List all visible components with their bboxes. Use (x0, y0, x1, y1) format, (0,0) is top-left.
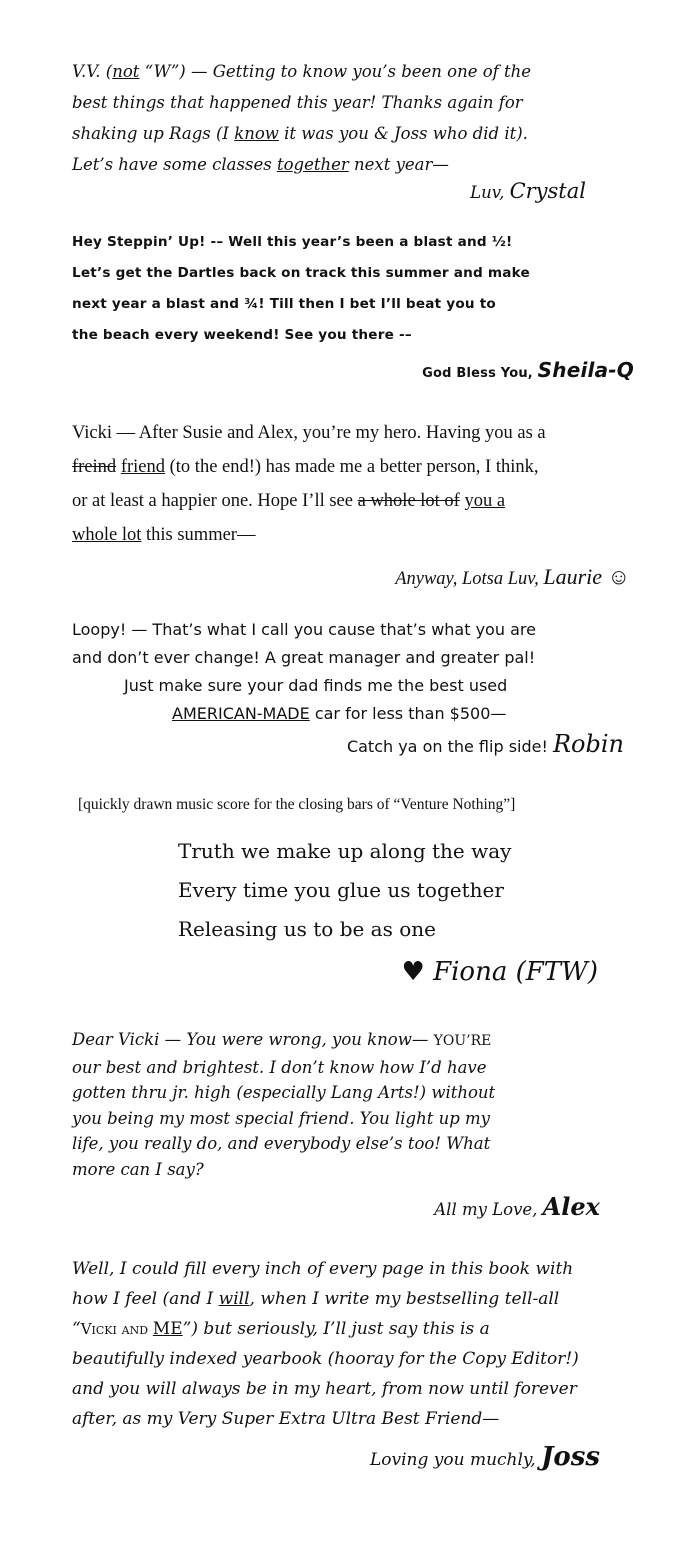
note-line: Hey Steppin’ Up! -– Well this year’s been a blast and ½! (72, 234, 513, 250)
signature-fiona: ♥ Fiona (FTW) (401, 957, 598, 987)
music-score-caption: [quickly drawn music score for the closing bars of “Venture Nothing”] (78, 796, 516, 813)
note-line: more can I say? (72, 1159, 204, 1179)
note-line: you being my most special friend. You light up my (72, 1108, 490, 1128)
note-line: the beach every weekend! See you there -– (72, 327, 412, 343)
note-line: whole lot this summer— (72, 525, 256, 545)
signature-alex: All my Love, Alex (434, 1192, 600, 1221)
note-line: AMERICAN-MADE car for less than $500— (172, 704, 507, 723)
signature-sheila: God Bless You, Sheila-Q (422, 358, 634, 382)
note-line: how I feel (and I will, when I write my bestselling tell-all (72, 1289, 560, 1309)
note-line: or at least a happier one. Hope I’ll see a whole lot of you a (72, 491, 506, 511)
note-alex (72, 1027, 644, 1223)
signature-laurie: Anyway, Lotsa Luv, Laurie ☺ (395, 564, 630, 589)
note-line: gotten thru jr. high (especially Lang Arts!) without (72, 1083, 496, 1102)
note-line: after, as my Very Super Extra Ultra Best Friend— (72, 1409, 500, 1429)
lyric-line: Releasing us to be as one (178, 917, 436, 941)
note-joss (72, 1254, 644, 1475)
note-line: and don’t ever change! A great manager and greater pal! (72, 648, 536, 667)
note-line: freind friend (to the end!) has made me a better person, I think, (72, 457, 539, 477)
lyric-line: Truth we make up along the way (178, 839, 512, 863)
note-laurie (72, 416, 644, 596)
note-line: beautifully indexed yearbook (hooray for the Copy Editor!) (72, 1349, 579, 1369)
note-line: V.V. (not “W”) — Getting to know you’s been one of the (72, 62, 532, 81)
signature-robin: Catch ya on the flip side! Robin (346, 730, 624, 758)
signature-joss: Loving you muchly, Joss (369, 1442, 600, 1472)
note-line: our best and brightest. I don’t know how I’d have (72, 1057, 487, 1077)
note-line: Loopy! — That’s what I call you cause that’s what you are (72, 620, 536, 639)
note-line: shaking up Rags (I know it was you & Joss who did it). (72, 124, 528, 143)
note-line: Vicki — After Susie and Alex, you’re my hero. Having you as a (72, 423, 546, 443)
note-line: Just make sure your dad finds me the best used (124, 676, 508, 695)
note-line: life, you really do, and everybody else’s too! What (72, 1134, 491, 1153)
note-line: and you will always be in my heart, from now until forever (72, 1379, 577, 1399)
lyric-line: Every time you glue us together (178, 878, 504, 902)
note-line: Dear Vicki — You were wrong, you know— YOU’RE (72, 1030, 492, 1049)
note-robin (72, 616, 644, 761)
note-line: “Vicki and ME”) but seriously, I’ll just say this is a (72, 1319, 490, 1339)
note-line: next year a blast and ¾! Till then I bet I’ll beat you to (72, 296, 496, 312)
note-line: Let’s have some classes together next year— (72, 155, 449, 174)
note-line: Well, I could fill every inch of every page in this book with (72, 1259, 574, 1279)
note-line: Let’s get the Dartles back on track this summer and make (72, 265, 530, 281)
note-sheila (72, 227, 644, 389)
note-line: best things that happened this year! Thanks again for (72, 93, 523, 112)
song-lyrics (178, 832, 638, 949)
signature-crystal: Luv, Crystal (470, 179, 586, 203)
note-crystal (72, 56, 644, 208)
note-fiona (78, 796, 638, 987)
